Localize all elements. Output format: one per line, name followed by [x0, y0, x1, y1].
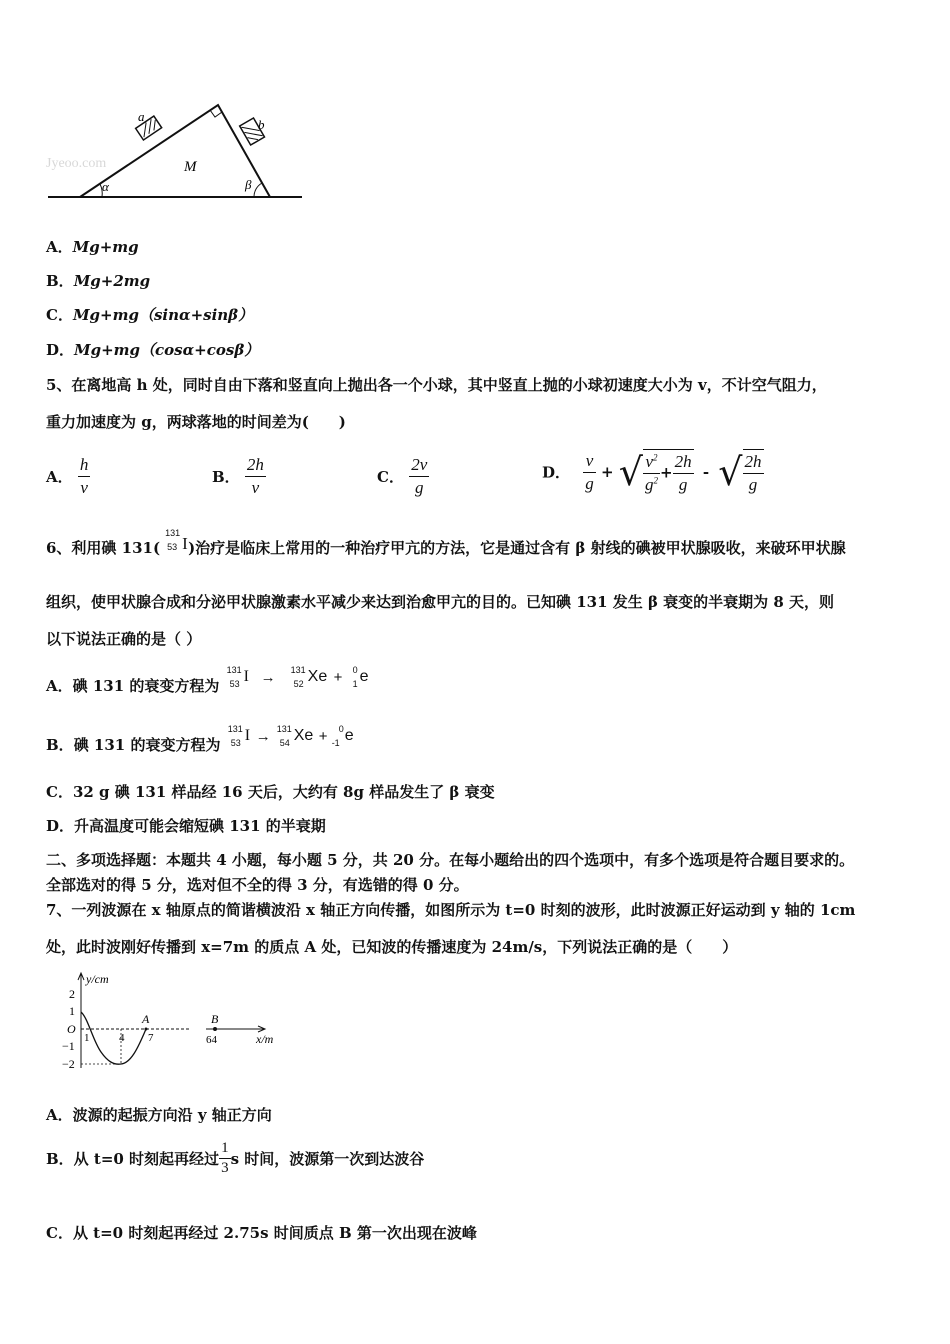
- x-tick-1: 1: [84, 1032, 90, 1044]
- q7-option-c: C．从 t=0 时刻起再经过 2.75s 时间质点 B 第一次出现在波峰: [46, 1224, 477, 1242]
- label-M: M: [184, 159, 197, 175]
- q6-stem-line1: 6、利用碘 131( 131 53 I )治疗是临床上常用的一种治疗甲亢的方法，它是通过含有 β 射线的碘被甲状腺吸收，来破环甲状腺: [46, 528, 846, 557]
- x-tick-7: 7: [148, 1032, 154, 1044]
- incline-figure: [40, 95, 310, 205]
- point-a-label: A: [142, 1012, 150, 1026]
- origin-label: O: [67, 1022, 76, 1036]
- q5-stem-line1: 5、在离地高 h 处，同时自由下落和竖直向上抛出各一个小球，其中竖直上抛的小球初速度大小为 v，不计空气阻力，: [46, 376, 827, 394]
- x-tick-64: 64: [206, 1034, 217, 1046]
- section2-line2: 全部选对的得 5 分，选对但不全的得 3 分，有选错的得 0 分。: [46, 876, 469, 894]
- q7-stem-line1: 7、一列波源在 x 轴原点的简谐横波沿 x 轴正方向传播，如图所示为 t=0 时刻的波形，此时波源正好运动到 y 轴的 1cm: [46, 901, 856, 919]
- q4-option-c: C．Mg+mg（sinα+sinβ）: [46, 306, 254, 324]
- label-a: a: [138, 109, 145, 124]
- q5-option-a: A． $\frac{h}{v}$: [46, 455, 89, 497]
- incline-watermark: Jyeoo.com: [46, 156, 107, 171]
- q5-option-b: B． $\frac{2h}{v}$: [212, 455, 264, 497]
- q6-option-d: D．升高温度可能会缩短碘 131 的半衰期: [46, 817, 326, 835]
- label-beta: β: [245, 177, 252, 192]
- x-axis-label: x/m: [256, 1032, 274, 1046]
- wave-figure: [56, 968, 286, 1078]
- y-tick-1: 1: [69, 1004, 75, 1018]
- q5-stem-line2: 重力加速度为 g，两球落地的时间差为( ): [46, 413, 346, 431]
- y-tick-neg2: −2: [62, 1057, 75, 1071]
- point-b-marker: [213, 1027, 217, 1031]
- q6-stem-line3: 以下说法正确的是（ ）: [46, 630, 202, 648]
- wave-curve: [81, 1012, 146, 1064]
- q5-option-d: D． $\frac{v}{g}$ + √ $\frac{v^2}{g^2}$ + $\frac{2h}{g}$ - √ $\frac{2h}{g}$: [542, 450, 762, 494]
- q4-option-d: D．Mg+mg（cosα+cosβ）: [46, 341, 260, 359]
- y-tick-neg1: −1: [62, 1039, 75, 1053]
- q4-option-b: B．Mg+2mg: [46, 272, 151, 290]
- label-b: b: [258, 117, 265, 132]
- q6-option-a: A．碘 131 的衰变方程为 131 53 I → 131 52 Xe + 0 1 e: [46, 665, 369, 695]
- q6-stem-line2: 组织，使甲状腺合成和分泌甲状腺激素水平减少来达到治愈甲亢的目的。已知碘 131 发生 β 衰变的半衰期为 8 天，则: [46, 593, 835, 611]
- q6-option-b: B．碘 131 的衰变方程为 131 53 I → 131 54 Xe + 0 -1 e: [46, 724, 354, 754]
- x-tick-4: 4: [119, 1032, 125, 1044]
- q6-option-c: C．32 g 碘 131 样品经 16 天后，大约有 8g 样品发生了 β 衰变: [46, 783, 495, 801]
- q4-option-a: A．Mg+mg: [46, 238, 139, 256]
- point-b-label: B: [211, 1012, 219, 1026]
- q5-option-c: C． $\frac{2v}{g}$: [377, 455, 428, 497]
- q7-option-b: B．从 t=0 时刻起再经过 $\frac{1}{3}$ s 时间，波源第一次到达波谷: [46, 1140, 425, 1176]
- point-a-marker: [145, 1028, 148, 1031]
- q7-stem-line2: 处，此时波刚好传播到 x=7m 的质点 A 处，已知波的传播速度为 24m/s，下列说法正确的是（ ）: [46, 938, 738, 956]
- section2-line1: 二、多项选择题：本题共 4 小题，每小题 5 分，共 20 分。在每小题给出的四个选项中，有多个选项是符合题目要求的。: [46, 851, 855, 869]
- q7-option-a: A．波源的起振方向沿 y 轴正方向: [46, 1106, 272, 1124]
- y-tick-2: 2: [69, 987, 75, 1001]
- label-alpha: α: [102, 179, 109, 194]
- y-axis-label: y/cm: [86, 972, 109, 986]
